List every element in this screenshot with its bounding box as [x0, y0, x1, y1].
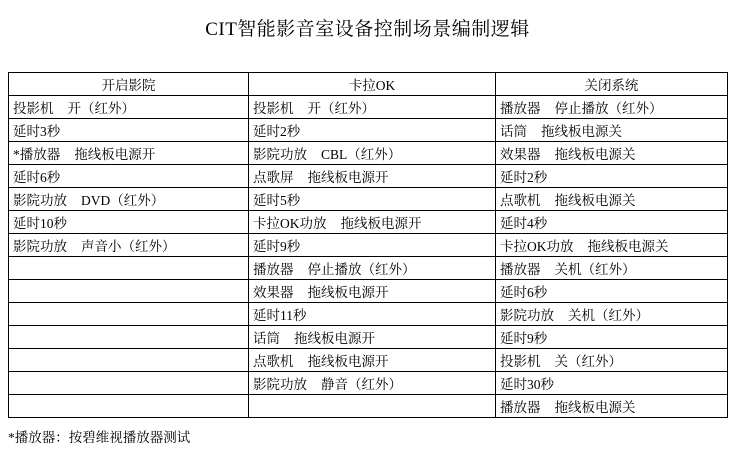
- table-cell: [496, 119, 728, 142]
- cell-content: [13, 166, 244, 186]
- cell-device-label: 播放器: [500, 101, 541, 116]
- cell-action-value: DVD（红外）: [81, 193, 165, 208]
- table-row: [9, 119, 728, 142]
- cell-content: [253, 212, 491, 232]
- cell-content: [253, 304, 491, 324]
- table-cell: [9, 395, 249, 418]
- table-row: [9, 349, 728, 372]
- table-row: [9, 303, 728, 326]
- cell-device-label: 点歌机: [253, 354, 294, 369]
- cell-content: [500, 396, 723, 416]
- column-header-shutdown: 关闭系统: [496, 73, 728, 96]
- table-cell: [249, 257, 496, 280]
- table-row: [9, 280, 728, 303]
- cell-content: [500, 120, 723, 140]
- table-cell: [249, 349, 496, 372]
- cell-content: [253, 281, 491, 301]
- table-row: [9, 211, 728, 234]
- cell-content: [500, 281, 723, 301]
- table-row: [9, 234, 728, 257]
- cell-device-label: 延时2秒: [500, 170, 548, 185]
- cell-action-value: 拖线板电源开: [340, 216, 422, 231]
- footnote: *播放器：按碧维视播放器测试: [8, 430, 191, 445]
- cell-action-value: 停止播放（红外）: [307, 262, 416, 277]
- cell-action-value: CBL（红外）: [321, 147, 402, 162]
- table-cell: [496, 349, 728, 372]
- table-row: [9, 96, 728, 119]
- cell-device-label: 投影机: [13, 101, 54, 116]
- cell-action-value: 拖线板电源关: [554, 193, 636, 208]
- cell-device-label: 效果器: [253, 285, 294, 300]
- cell-content: [253, 327, 491, 347]
- cell-content: [13, 235, 244, 255]
- table-cell: [9, 188, 249, 211]
- cell-action-value: 拖线板电源开: [74, 147, 156, 162]
- cell-content: [500, 189, 723, 209]
- table-cell: [496, 96, 728, 119]
- cell-device-label: 效果器: [500, 147, 541, 162]
- cell-device-label: 影院功放: [253, 147, 307, 162]
- cell-content: [500, 143, 723, 163]
- table-cell: [496, 188, 728, 211]
- cell-device-label: 影院功放: [13, 193, 67, 208]
- cell-content: [253, 189, 491, 209]
- table-cell: [496, 165, 728, 188]
- cell-device-label: 延时4秒: [500, 216, 548, 231]
- cell-content: [500, 235, 723, 255]
- table-cell: [249, 372, 496, 395]
- table-cell: [249, 326, 496, 349]
- cell-action-value: 拖线板电源开: [307, 170, 389, 185]
- table-cell: [249, 188, 496, 211]
- cell-action-value: 拖线板电源关: [554, 147, 636, 162]
- cell-action-value: 拖线板电源开: [307, 285, 389, 300]
- cell-device-label: 延时9秒: [253, 239, 301, 254]
- cell-action-value: 开（红外）: [67, 101, 135, 116]
- table-cell: [249, 211, 496, 234]
- cell-device-label: 延时11秒: [253, 308, 307, 323]
- cell-device-label: 投影机: [500, 354, 541, 369]
- cell-content: [500, 166, 723, 186]
- cell-content: [13, 97, 244, 117]
- table-row: [9, 326, 728, 349]
- cell-action-value: 关机（红外）: [568, 308, 649, 323]
- table-cell: [249, 119, 496, 142]
- table-cell: [496, 395, 728, 418]
- table-cell: [249, 96, 496, 119]
- table-row: [9, 372, 728, 395]
- cell-action-value: 停止播放（红外）: [554, 101, 663, 116]
- cell-content: [253, 350, 491, 370]
- table-cell: [9, 142, 249, 165]
- table-cell: [9, 119, 249, 142]
- cell-device-label: 点歌屏: [253, 170, 294, 185]
- cell-device-label: 延时6秒: [500, 285, 548, 300]
- cell-content: [500, 373, 723, 393]
- cell-content: [500, 327, 723, 347]
- cell-device-label: 影院功放: [13, 239, 67, 254]
- page-title: CIT智能影音室设备控制场景编制逻辑: [205, 19, 530, 40]
- table-cell: [496, 326, 728, 349]
- table-cell: [496, 372, 728, 395]
- table-cell: [249, 395, 496, 418]
- column-header-open-cinema: 开启影院: [9, 73, 249, 96]
- cell-action-value: 拖线板电源开: [307, 354, 389, 369]
- table-header-row: [9, 73, 728, 96]
- table-cell: [496, 257, 728, 280]
- table-cell: [9, 303, 249, 326]
- cell-device-label: 延时10秒: [13, 216, 67, 231]
- column-header-karaoke: 卡拉OK: [249, 73, 496, 96]
- cell-content: [500, 350, 723, 370]
- cell-content: [253, 235, 491, 255]
- document-page: [0, 14, 735, 468]
- table-cell: [9, 165, 249, 188]
- table-row: [9, 395, 728, 418]
- cell-device-label: 播放器: [500, 400, 541, 415]
- cell-content: [253, 258, 491, 278]
- table-cell: [249, 165, 496, 188]
- cell-action-value: 声音小（红外）: [81, 239, 176, 254]
- cell-action-value: 拖线板电源关: [587, 239, 669, 254]
- table-cell: [9, 372, 249, 395]
- cell-content: [253, 373, 491, 393]
- cell-device-label: 播放器: [500, 262, 541, 277]
- table-cell: [9, 211, 249, 234]
- table-cell: [496, 211, 728, 234]
- cell-action-value: 关（红外）: [554, 354, 622, 369]
- table-header: [9, 73, 728, 96]
- cell-content: [253, 143, 491, 163]
- cell-content: [500, 97, 723, 117]
- cell-device-label: 卡拉OK功放: [253, 216, 327, 231]
- cell-action-value: 开（红外）: [307, 101, 375, 116]
- cell-device-label: 延时3秒: [13, 124, 61, 139]
- cell-device-label: 影院功放: [253, 377, 307, 392]
- cell-content: [13, 189, 244, 209]
- cell-content: [13, 212, 244, 232]
- cell-device-label: *播放器: [13, 147, 61, 162]
- cell-device-label: 延时6秒: [13, 170, 61, 185]
- scene-logic-table: [8, 72, 728, 418]
- table-cell: [9, 96, 249, 119]
- cell-content: [500, 258, 723, 278]
- table-cell: [9, 234, 249, 257]
- scene-logic-table-wrapper: [8, 72, 727, 418]
- cell-device-label: 播放器: [253, 262, 294, 277]
- table-cell: [9, 257, 249, 280]
- cell-device-label: 影院功放: [500, 308, 554, 323]
- table-row: [9, 142, 728, 165]
- cell-content: [13, 120, 244, 140]
- cell-device-label: 延时2秒: [253, 124, 301, 139]
- table-cell: [496, 234, 728, 257]
- cell-action-value: 静音（红外）: [321, 377, 402, 392]
- cell-device-label: 延时5秒: [253, 193, 301, 208]
- table-cell: [9, 326, 249, 349]
- table-cell: [9, 349, 249, 372]
- table-cell: [249, 234, 496, 257]
- table-row: [9, 188, 728, 211]
- table-cell: [249, 303, 496, 326]
- table-row: [9, 257, 728, 280]
- cell-content: [13, 143, 244, 163]
- cell-device-label: 话筒: [253, 331, 280, 346]
- cell-content: [500, 212, 723, 232]
- table-cell: [496, 280, 728, 303]
- cell-device-label: 延时30秒: [500, 377, 554, 392]
- cell-device-label: 投影机: [253, 101, 294, 116]
- cell-device-label: 延时9秒: [500, 331, 548, 346]
- cell-device-label: 点歌机: [500, 193, 541, 208]
- cell-action-value: 拖线板电源关: [541, 124, 622, 139]
- cell-content: [253, 120, 491, 140]
- cell-device-label: 卡拉OK功放: [500, 239, 574, 254]
- cell-content: [253, 166, 491, 186]
- table-cell: [496, 303, 728, 326]
- table-cell: [496, 142, 728, 165]
- cell-device-label: 话筒: [500, 124, 527, 139]
- cell-content: [500, 304, 723, 324]
- table-row: [9, 165, 728, 188]
- cell-action-value: 拖线板电源关: [554, 400, 636, 415]
- cell-action-value: 拖线板电源开: [294, 331, 375, 346]
- cell-action-value: 关机（红外）: [554, 262, 636, 277]
- table-body: [9, 96, 728, 418]
- table-cell: [9, 280, 249, 303]
- cell-content: [253, 97, 491, 117]
- table-cell: [249, 280, 496, 303]
- table-cell: [249, 142, 496, 165]
